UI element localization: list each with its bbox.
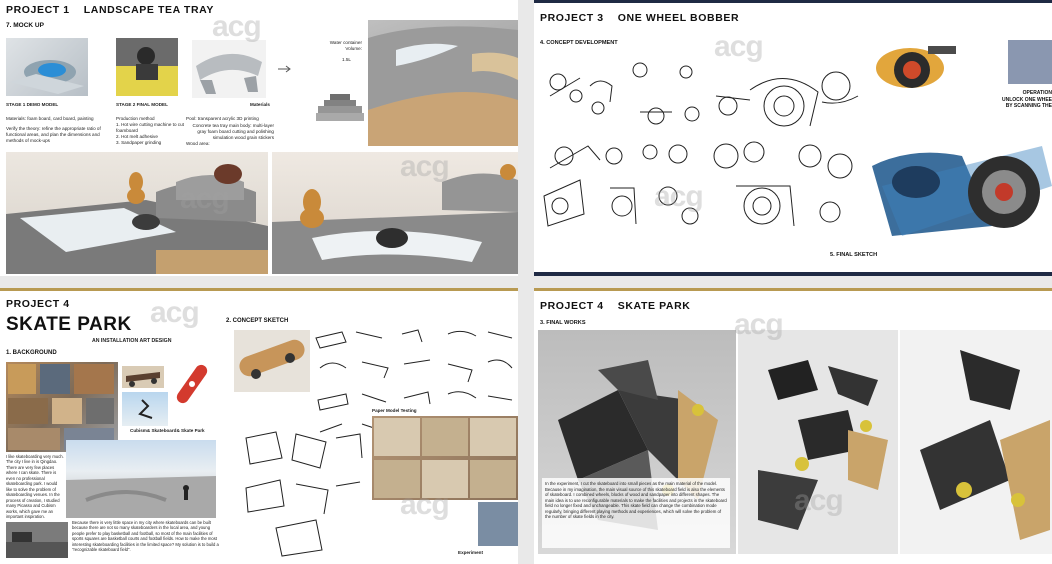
watermark-logo: acg (794, 484, 843, 517)
bobber-final-render (872, 126, 1052, 246)
bobber-small-render (870, 36, 960, 98)
tea-tray-photo-right (272, 152, 518, 274)
water-volume: 1.5L (342, 57, 351, 62)
caption-experiment: Experiment (458, 550, 484, 555)
top-rule (534, 288, 1052, 291)
caption-paper-model: Paper Model Testing (372, 408, 417, 413)
watermark-logo: acg (714, 30, 763, 63)
stage2-text: Production method 1. Hot wire cutting machine to cut foamboard 2. Hot melt adhesive 3. Sandpaper grinding (116, 116, 184, 145)
background-text: I like skateboarding very much. The city I live in is Qingdao. There are very few places where I can skate. There is even no professional skateboarding park. I would like to solve the problem of skateboarding venues. In the process of creation, I studied many Picasso and Cubism works, which gave me an important inspiration. (6, 454, 64, 519)
red-skateboard-deck (172, 364, 212, 404)
bottom-text-block (72, 520, 222, 558)
stage1-heading: STAGE 1 DEMO MODEL (6, 102, 59, 107)
materials-wood: Wood area: (186, 141, 210, 146)
materials-concrete: Concrete tea tray main body: multi-layer gray foam board cutting and polishing simulation wood grain stickers (192, 123, 274, 140)
watermark-logo: acg (400, 488, 449, 521)
stage1-materials: Materials: foam board, card board, painting (6, 116, 94, 121)
materials-heading: Materials (250, 102, 270, 107)
section-background: 1. BACKGROUND (6, 350, 57, 356)
final-work-photo-right (900, 330, 1052, 554)
watermark-logo: acg (180, 182, 229, 215)
skateboard-deck-photo (234, 330, 310, 392)
final-works-text: In the experiment, I cut the skateboard into small pieces as the main material of the model. Because in my imagination, the main visual source of this skateboard field is also the elements of skateboard. I combined wheels, blocks of wood and sandpaper into different shapes. The main idea is to use reconfigurable materials to make the facilities and projects in the skateboard field no longer fixed and unchangeable. This skate field can change the combination mode regularly, bringing different playing methods and experiences, which will solve the problem of the number of skate fields in the city. (545, 481, 727, 520)
watermark-logo: acg (212, 10, 261, 43)
top-rule (0, 288, 518, 291)
panel-title: PROJECT 1 LANDSCAPE TEA TRAY (6, 4, 214, 16)
watermark-logo: acg (654, 180, 703, 213)
panel-title: PROJECT 3 ONE WHEEL BOBBER (540, 12, 740, 24)
panel-project4-final-works (534, 288, 1052, 564)
watermark-logo: acg (150, 296, 199, 329)
watermark-logo: acg (400, 150, 449, 183)
section-heading: 4. CONCEPT DEVELOPMENT (540, 40, 618, 46)
stepped-model (316, 92, 364, 122)
skateboard-photo (122, 366, 164, 388)
paper-model-sketches (236, 428, 366, 558)
big-title: SKATE PARK (6, 314, 132, 335)
top-rule (534, 0, 1052, 3)
section-concept-sketch: 2. CONCEPT SKETCH (226, 318, 289, 324)
cta-line-2: UNLOCK ONE WHEE (1002, 96, 1052, 103)
arrow-icon (278, 64, 292, 74)
bottom-text: Because there is very little space in my city where skateboards can be built because there are not so many skateboarders in the local area, and young people prefer to play basketball and football, so most of the main facilities of sports squares are basketball courts and football fields. How to make the most interesting skateboarding facilities in the limited space? My solution is to build a "recognizable skateboard field". (72, 520, 219, 553)
panel-title: PROJECT 4 SKATE PARK (540, 300, 691, 312)
cta-line-3: BY SCANNING THE (1005, 103, 1052, 109)
stage2-heading: STAGE 2 FINAL MODEL (116, 102, 168, 107)
final-work-photo-main (538, 330, 736, 554)
section-heading: 7. MOCK UP (6, 22, 44, 29)
final-work-photo-middle (738, 330, 898, 554)
panel-project3-one-wheel-bobber (534, 0, 1052, 276)
cta-line-1: OPERATION (1022, 90, 1052, 96)
demo-model-photo (6, 38, 88, 96)
panel-title: PROJECT 4 (6, 298, 70, 310)
operation-label (994, 90, 1052, 110)
panel-project4-skate-park-intro (0, 288, 518, 564)
bottom-rule (534, 272, 1052, 276)
skate-park-photo (66, 440, 216, 518)
tea-tray-render (368, 20, 518, 146)
watermark-logo: acg (734, 308, 783, 341)
background-text-block (6, 454, 64, 522)
caption-cubism: Cubism& Skateboard& Skate Park (130, 428, 205, 433)
stage1-text: Verify the theory: refine the appropriate ratio of functional areas, and plan the dimensions and methods of mock-ups (6, 126, 101, 143)
skater-jump-photo (122, 392, 168, 426)
subtitle: AN INSTALLATION ART DESIGN (92, 338, 172, 344)
final-works-text-box (542, 478, 730, 548)
water-container-label: Water container Volume: (329, 40, 362, 51)
experiment-photo (478, 502, 518, 546)
materials-pool: Pool: transparent acrylic 3D printing (186, 116, 259, 121)
final-model-photo (116, 38, 178, 96)
section-heading: 3. FINAL WORKS (540, 320, 586, 326)
street-photo (6, 522, 68, 558)
operation-photo (1008, 40, 1052, 84)
panel-project1-tea-tray (0, 0, 518, 276)
foam-piece-photo (192, 40, 266, 98)
concept-sketches (540, 56, 880, 246)
final-sketch-label: 5. FINAL SKETCH (830, 252, 878, 258)
cubism-artworks (6, 362, 118, 452)
